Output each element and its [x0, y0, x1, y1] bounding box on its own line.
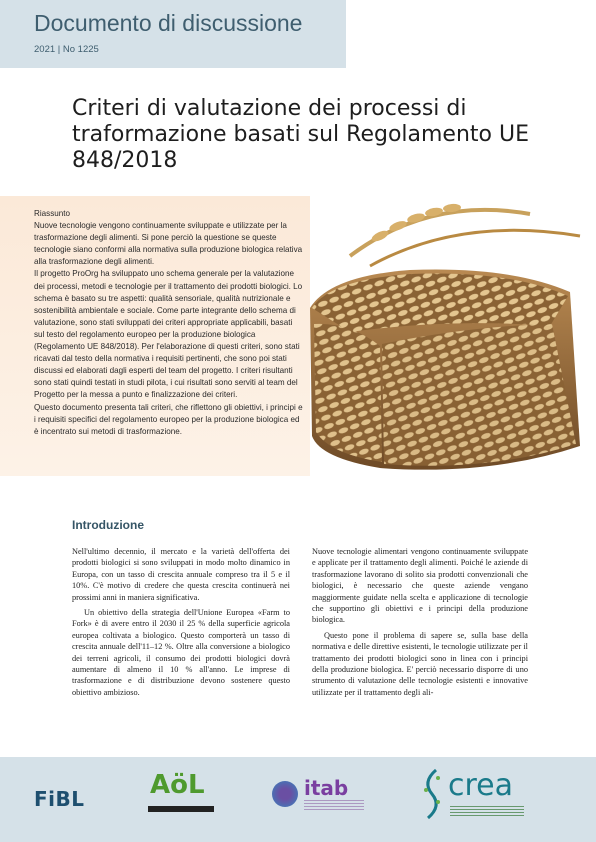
- aoel-logo: AöL: [150, 770, 205, 800]
- intro-paragraph: Nuove tecnologie alimentari vengono continuamente sviluppate e applicate per il trattamento degli alimenti. Poiché le aziende di trasformazione lavorano di solito sia prodotti convenzionali che biologici, è necessario che queste aziende vengano maggiormente guidate nella scelta e applicazione di tecnologie che supportino gli obiettivi e i principi della produzione biologica.: [312, 547, 528, 625]
- crea-logo-tagline: [450, 806, 524, 816]
- abstract-paragraph: Nuove tecnologie vengono continuamente sviluppate e utilizzate per la trasformazione degli alimenti. Si pone perciò la questione se queste tecnologie siano conformi alla normativa sulla produzione biologica relativa alla trasformazione degli alimenti.: [34, 221, 303, 267]
- document-number: 2021 | No 1225: [34, 44, 99, 55]
- fibl-logo: FiBL: [34, 787, 85, 811]
- intro-paragraph: Questo pone il problema di sapere se, sulla base della normativa e delle direttive esistenti, le tecnologie utilizzate per il trattamento dei prodotti biologici sono in linea con i principi della produzione biologica. E' perciò necessario disporre di uno strumento di valutazione delle tecnologie esistenti e innovative utilizzate per il trattamento degli ali-: [312, 630, 528, 697]
- intro-paragraph: Un obiettivo della strategia dell'Unione Europea «Farm to Fork» è di avere entro il 2030 il 25 % della superficie agricola europea coltivata a biologico. Questo comporterà un tasso di crescita annuale dell'11–12 %. Oltre alla conversione a biologico dei terreni agricoli, il consumo dei prodotti biologici dovrà aumentare di almeno il 10 % all'anno. Le imprese di trasformazione e di distribuzione devono sostenere questo obiettivo ambizioso.: [72, 608, 290, 697]
- bread-image: [290, 196, 596, 486]
- section-heading-introduzione: Introduzione: [72, 518, 144, 532]
- itab-logo: itab: [304, 776, 349, 800]
- abstract-paragraph: Il progetto ProOrg ha sviluppato uno schema generale per la valutazione dei processi, metodi e tecnologie per il trattamento dei prodotti biologici. Lo schema è basato su tre aspetti: qualità sensoriale, qualità nutrizionale e sostenibilità ambientale e sociale. Come parte integrante dello schema di valutazione, sono stati sviluppati dei criteri appropriate applicabili, basati sul testo del regolamento europeo per la produzione biologica (Regolamento UE 848/2018). Per l'elaborazione di questi criteri, sono stati ricavati dal testo della normativa i requisiti pertinenti, che sono poi stati discussi ed elaborati dagli esperti del team del progetto. I criteri risultanti sono stati quindi testati in studi pilota, i cui risultati sono serviti al team del Progetto per la messa a punto e finalizzazione dei criteri.: [34, 269, 303, 400]
- crea-swirl-icon: [418, 768, 448, 820]
- abstract-heading: Riassunto: [34, 209, 70, 218]
- intro-column-right: [312, 546, 528, 702]
- page-title: Criteri di valutazione dei processi di traformazione basati sul Regolamento UE 848/2018: [72, 96, 529, 173]
- itab-logo-tagline: [304, 800, 364, 812]
- document-type-title: Documento di discussione: [34, 10, 303, 36]
- aoel-logo-bar: [148, 806, 214, 812]
- abstract-paragraph: Questo documento presenta tali criteri, che riflettono gli obiettivi, i principi e i requisiti specifici del regolamento europeo per la produzione biologica ed è incentrato sui metodi di trasformazione.: [34, 402, 303, 436]
- crea-logo: crea: [448, 768, 514, 803]
- intro-paragraph: Nell'ultimo decennio, il mercato e la varietà dell'offerta dei prodotti biologici si sono sviluppati in modo molto dinamico in Europa, con un tasso di crescita annuale compreso tra il 5 e il 10%. C'è motivo di credere che questa crescita continuerà nei prossimi anni in maniera significativa.: [72, 547, 290, 602]
- itab-logo-icon: [272, 781, 298, 807]
- intro-column-left: [72, 546, 290, 702]
- abstract: [34, 208, 304, 438]
